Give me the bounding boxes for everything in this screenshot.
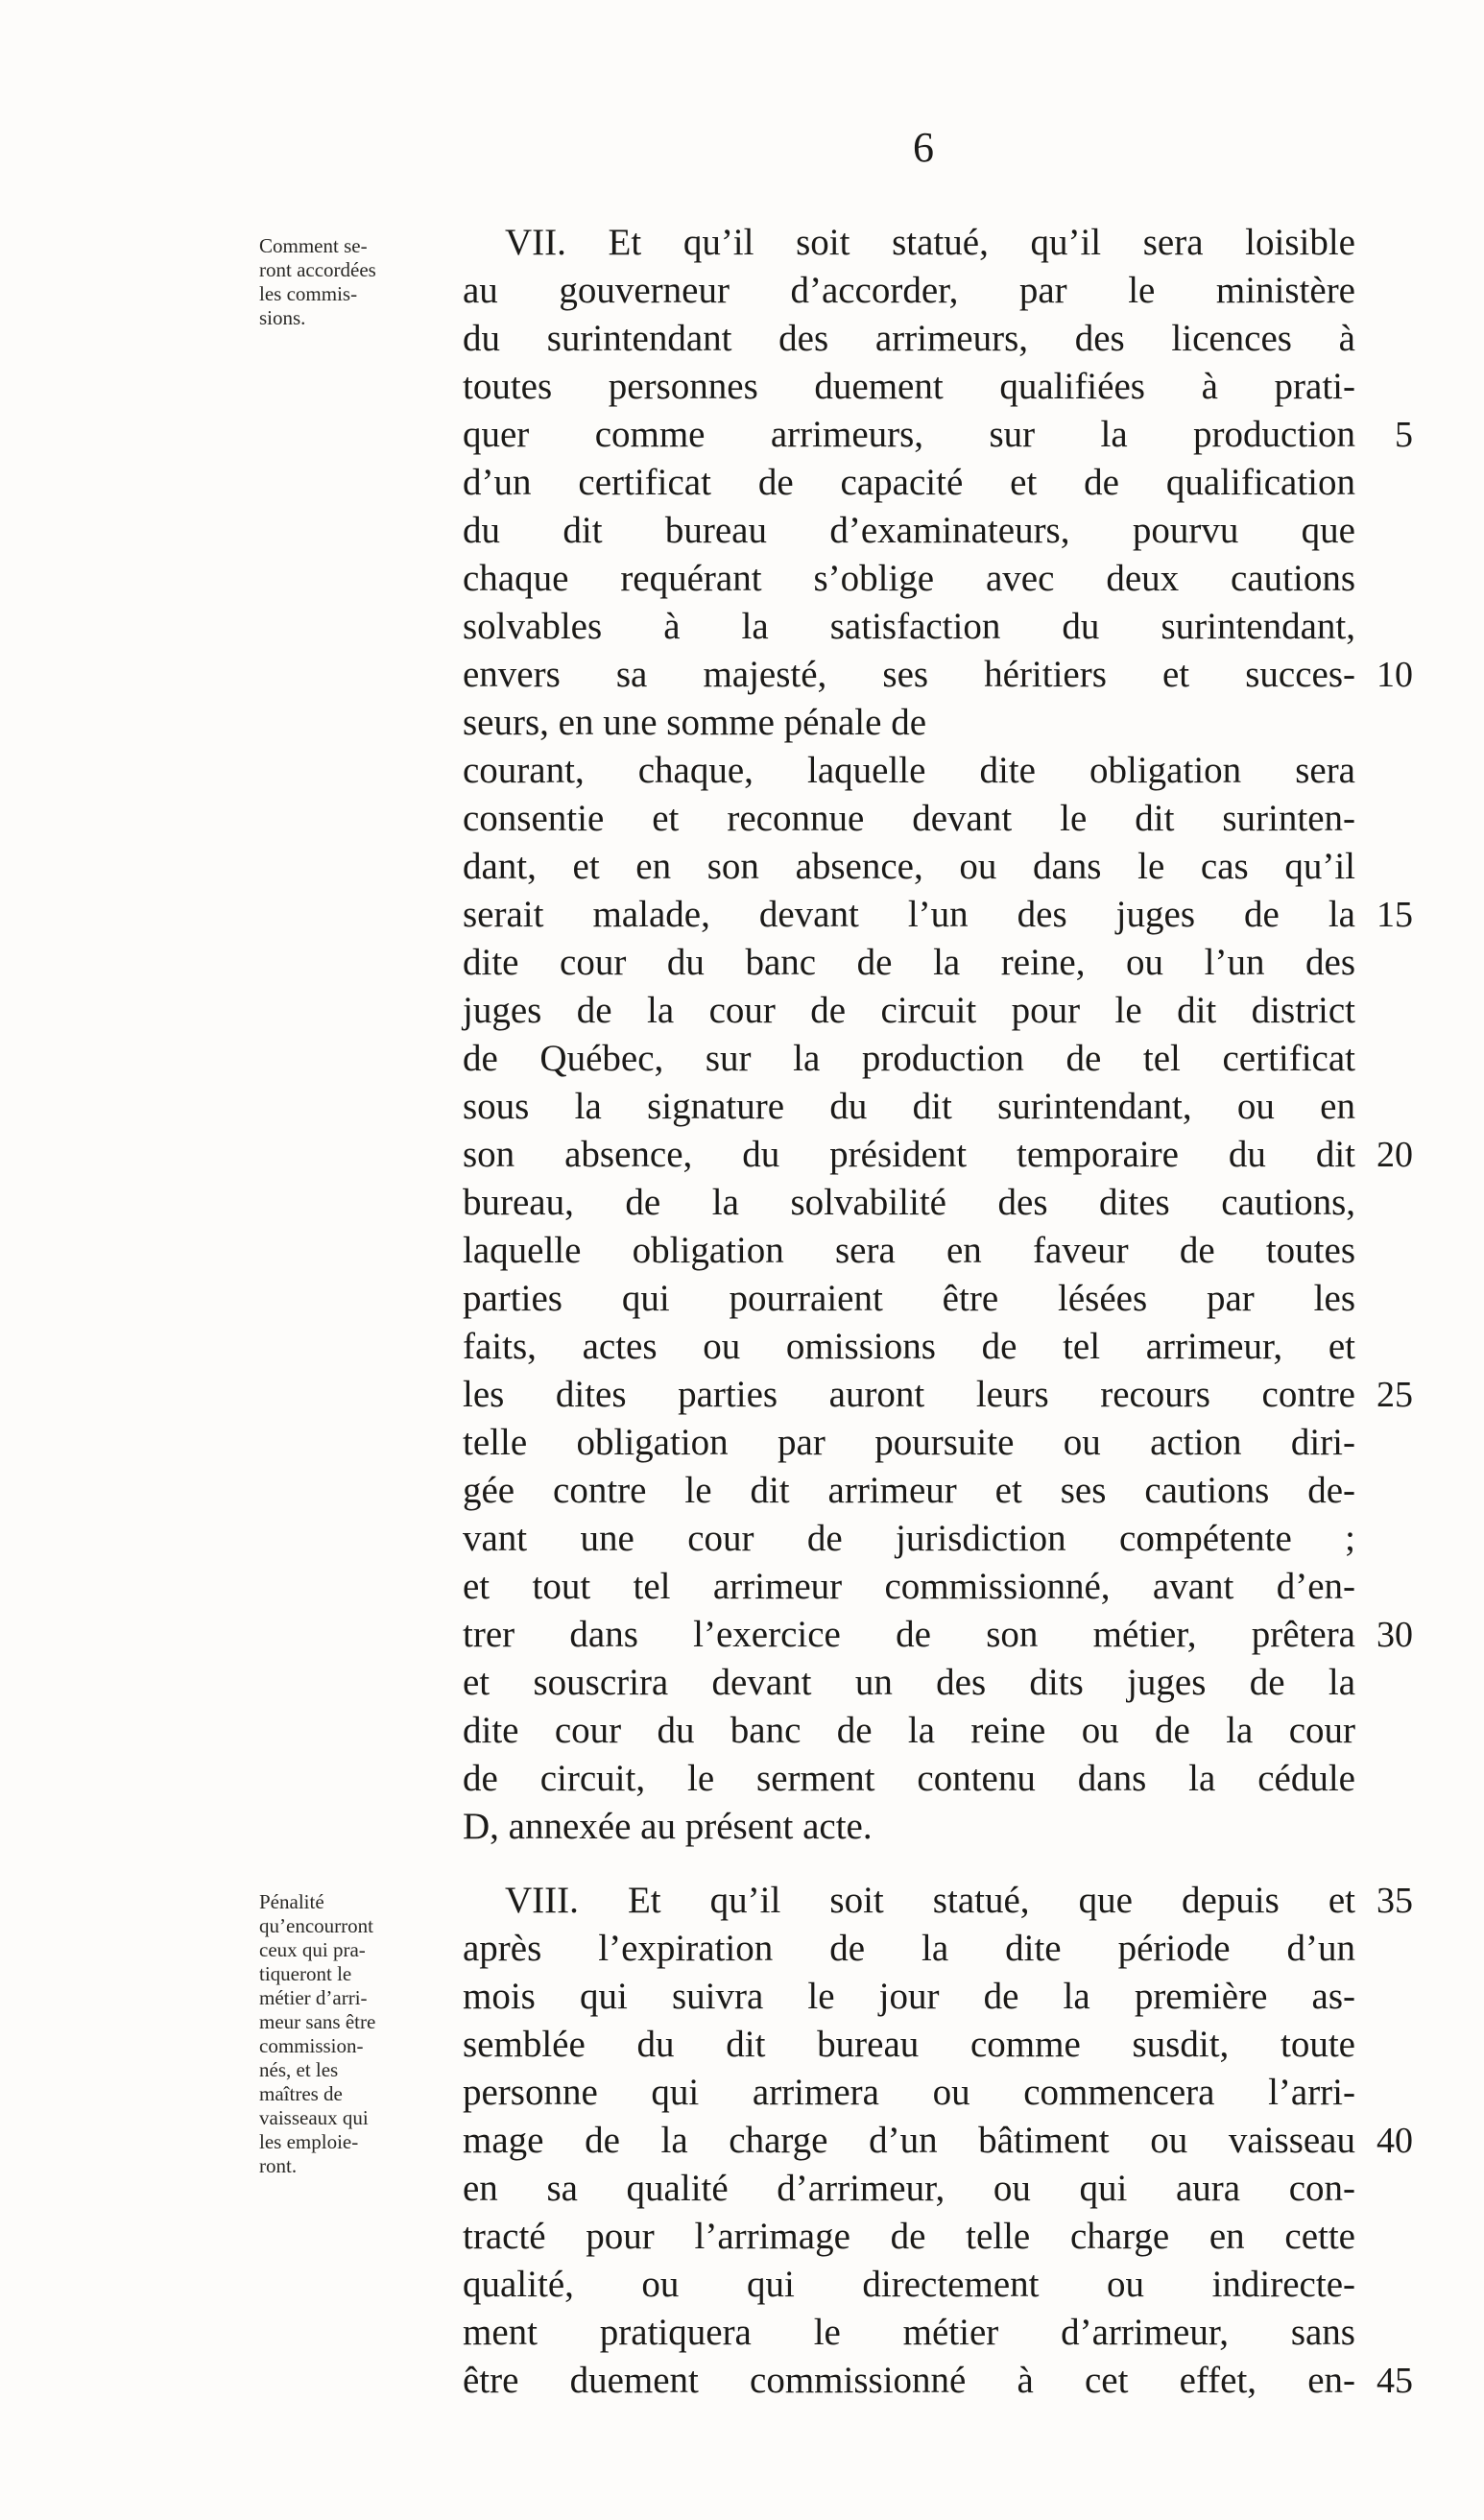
text-line: VIII. Et qu’il soit statué, que depuis et bbox=[505, 1880, 1355, 1921]
line-number: 5 bbox=[1395, 415, 1413, 455]
text-line: solvables à la satisfaction du surintendant, bbox=[463, 606, 1355, 647]
text-line: vant une cour de jurisdiction compétente ; bbox=[463, 1518, 1355, 1559]
text-line: dite cour du banc de la reine, ou l’un des bbox=[463, 942, 1355, 983]
text-line: gée contre le dit arrimeur et ses cautions de- bbox=[463, 1470, 1355, 1511]
text-line: seurs, en une somme pénale de bbox=[463, 702, 927, 743]
margin-note-line: ceux qui pra- bbox=[259, 1938, 366, 1961]
margin-note-line: qu’encourront bbox=[259, 1914, 373, 1937]
text-line: mage de la charge d’un bâtiment ou vaisseau bbox=[463, 2120, 1355, 2161]
line-number: 25 bbox=[1376, 1375, 1413, 1415]
text-line: dant, et en son absence, ou dans le cas qu’il bbox=[463, 846, 1355, 887]
margin-note-line: commission- bbox=[259, 2034, 364, 2057]
text-line: trer dans l’exercice de son métier, prêtera bbox=[463, 1614, 1355, 1655]
line-number: 15 bbox=[1376, 895, 1413, 935]
text-line: courant, chaque, laquelle dite obligation sera bbox=[463, 750, 1355, 791]
margin-note-line: les emploie- bbox=[259, 2130, 359, 2153]
text-line: telle obligation par poursuite ou action diri- bbox=[463, 1422, 1355, 1463]
text-line: son absence, du président temporaire du dit bbox=[463, 1134, 1355, 1175]
line-number: 45 bbox=[1376, 2361, 1413, 2401]
line-number: 20 bbox=[1376, 1135, 1413, 1175]
margin-note-line: Comment se- bbox=[259, 234, 368, 257]
text-line: d’un certificat de capacité et de qualification bbox=[463, 462, 1355, 503]
text-line: quer comme arrimeurs, sur la production bbox=[463, 414, 1355, 455]
text-line: et souscrira devant un des dits juges de la bbox=[463, 1662, 1355, 1703]
text-line: ment pratiquera le métier d’arrimeur, sans bbox=[463, 2312, 1355, 2353]
text-line: en sa qualité d’arrimeur, ou qui aura con- bbox=[463, 2168, 1355, 2209]
text-line: chaque requérant s’oblige avec deux cautions bbox=[463, 558, 1355, 599]
text-line: envers sa majesté, ses héritiers et succes- bbox=[463, 654, 1355, 695]
margin-note-vii bbox=[259, 234, 451, 330]
text-line: de circuit, le serment contenu dans la cédule bbox=[463, 1758, 1355, 1799]
margin-note-viii bbox=[259, 1890, 451, 2178]
margin-note-line: les commis- bbox=[259, 282, 358, 305]
text-line: au gouverneur d’accorder, par le ministère bbox=[463, 270, 1355, 311]
text-line: les dites parties auront leurs recours contre bbox=[463, 1374, 1355, 1415]
margin-note-line: ront. bbox=[259, 2154, 298, 2177]
margin-note-line: maîtres de bbox=[259, 2082, 343, 2105]
page-number: 6 bbox=[913, 124, 934, 171]
line-number: 10 bbox=[1376, 655, 1413, 695]
text-line: D, annexée au présent acte. bbox=[463, 1806, 873, 1847]
text-line: personne qui arrimera ou commencera l’arri- bbox=[463, 2072, 1355, 2113]
text-line: sous la signature du dit surintendant, ou en bbox=[463, 1086, 1355, 1127]
margin-note-line: tiqueront le bbox=[259, 1962, 352, 1985]
text-line: être duement commissionné à cet effet, en- bbox=[463, 2360, 1355, 2401]
text-line: semblée du dit bureau comme susdit, toute bbox=[463, 2024, 1355, 2065]
text-line: bureau, de la solvabilité des dites cautions, bbox=[463, 1182, 1355, 1223]
margin-note-line: métier d’arri- bbox=[259, 1986, 368, 2009]
margin-note-line: nés, et les bbox=[259, 2058, 339, 2081]
text-line: juges de la cour de circuit pour le dit district bbox=[463, 990, 1355, 1031]
line-number: 40 bbox=[1376, 2121, 1413, 2161]
margin-note-line: ront accordées bbox=[259, 258, 376, 281]
margin-note-line: meur sans être bbox=[259, 2010, 376, 2033]
section-vii-text bbox=[463, 219, 1355, 1851]
line-number: 30 bbox=[1376, 1615, 1413, 1655]
margin-note-line: Pénalité bbox=[259, 1890, 324, 1913]
margin-note-line: vaisseaux qui bbox=[259, 2106, 369, 2129]
line-number: 35 bbox=[1376, 1881, 1413, 1921]
margin-note-line: sions. bbox=[259, 306, 306, 329]
section-viii-text bbox=[463, 1877, 1355, 2405]
text-line: parties qui pourraient être lésées par les bbox=[463, 1278, 1355, 1319]
text-line: qualité, ou qui directement ou indirecte- bbox=[463, 2264, 1355, 2305]
text-line: serait malade, devant l’un des juges de la bbox=[463, 894, 1355, 935]
text-line: VII. Et qu’il soit statué, qu’il sera loisible bbox=[505, 222, 1355, 263]
text-line: laquelle obligation sera en faveur de toutes bbox=[463, 1230, 1355, 1271]
text-line: tracté pour l’arrimage de telle charge en cette bbox=[463, 2216, 1355, 2257]
text-line: mois qui suivra le jour de la première as- bbox=[463, 1976, 1355, 2017]
text-line: de Québec, sur la production de tel certificat bbox=[463, 1038, 1355, 1079]
text-line: du dit bureau d’examinateurs, pourvu que bbox=[463, 510, 1355, 551]
text-line: du surintendant des arrimeurs, des licences à bbox=[463, 318, 1355, 359]
text-line: dite cour du banc de la reine ou de la cour bbox=[463, 1710, 1355, 1751]
text-line: faits, actes ou omissions de tel arrimeur, et bbox=[463, 1326, 1355, 1367]
text-line: et tout tel arrimeur commissionné, avant d’en- bbox=[463, 1566, 1355, 1607]
text-line: après l’expiration de la dite période d’un bbox=[463, 1928, 1355, 1969]
text-line: consentie et reconnue devant le dit surinten- bbox=[463, 798, 1355, 839]
text-line: toutes personnes duement qualifiées à prati- bbox=[463, 366, 1355, 407]
